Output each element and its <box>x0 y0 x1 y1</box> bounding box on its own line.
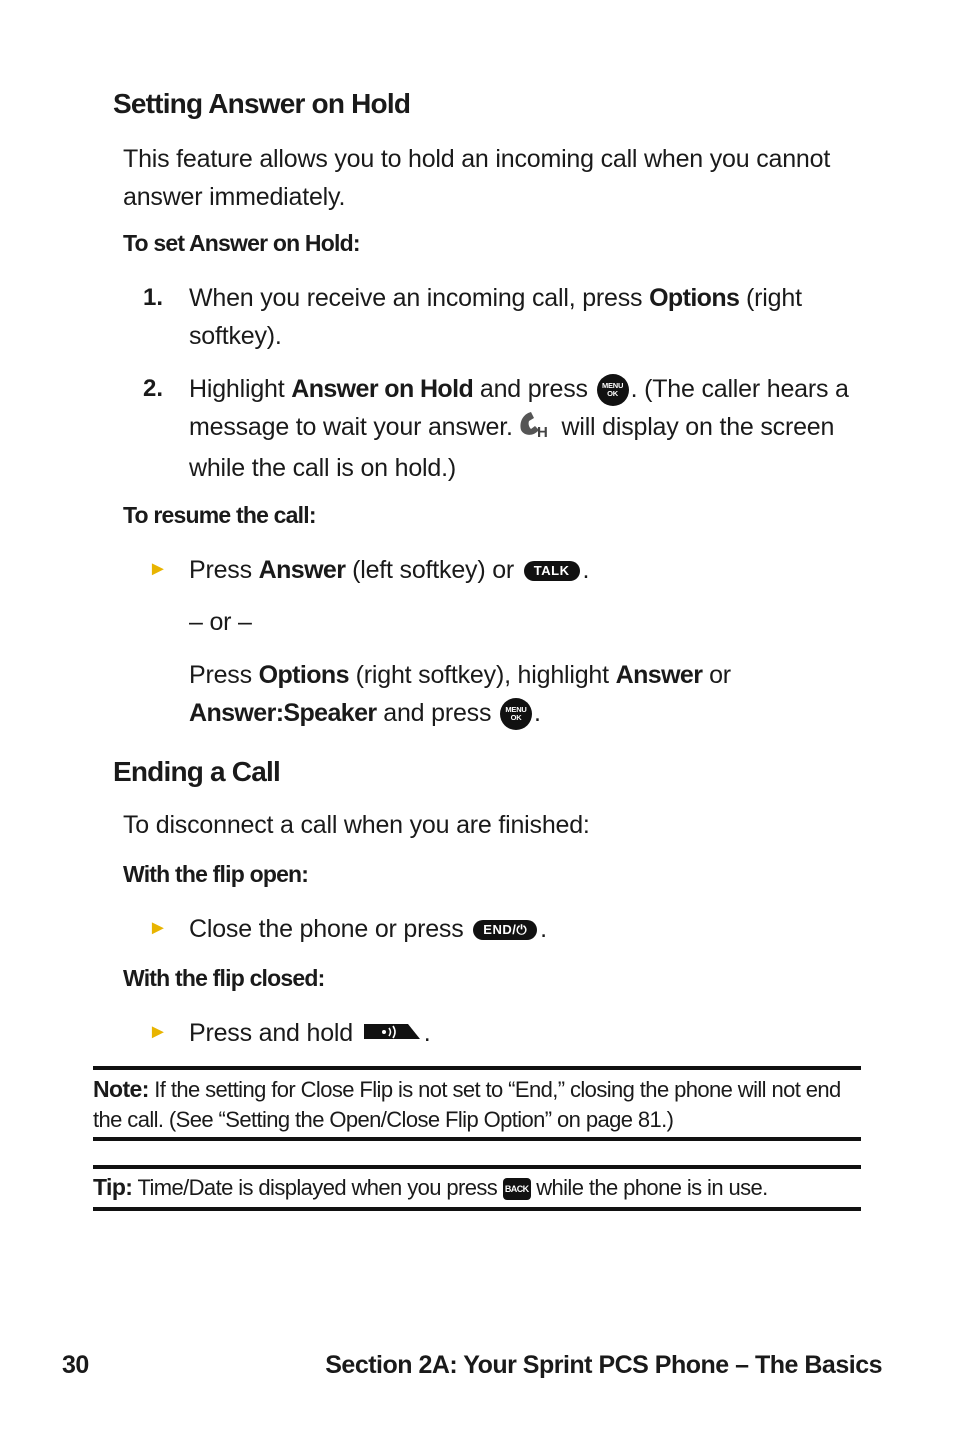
step-number: 1. <box>143 284 164 311</box>
menu-ok-key-icon: MENU OK <box>597 374 629 406</box>
flip-open-step-text: Close the phone or press END/⏻ . <box>189 915 547 943</box>
bullet-arrow-icon: ► <box>148 558 168 580</box>
tip-box: Tip: Time/Date is displayed when you press BACK while the phone is in use. <box>93 1174 768 1200</box>
step-number: 2. <box>143 375 164 402</box>
resume-step-2-text: Press Options (right softkey), highlight Answer or Answer:Speaker and press MENU OK . <box>189 656 861 732</box>
subheading-flip-open: With the flip open: <box>123 861 309 887</box>
note-box: Note: If the setting for Close Flip is not set to “End,” closing the phone will not end the call. (See “Setting the Open/Close Flip Option” on page 81.) <box>93 1076 841 1132</box>
talk-key-icon: TALK <box>524 561 580 581</box>
tip-top-rule <box>93 1165 861 1169</box>
subheading-flip-closed: With the flip closed: <box>123 965 325 991</box>
menu-ok-key-icon: MENU OK <box>500 698 532 730</box>
end-power-key-icon: END/⏻ <box>473 920 537 940</box>
tip-bottom-rule <box>93 1207 861 1211</box>
or-separator: – or – <box>189 608 252 636</box>
section-heading-ending-call: Ending a Call <box>113 756 280 787</box>
side-speaker-key-icon <box>362 1015 422 1053</box>
answer-on-hold-intro: This feature allows you to hold an incoming call when you cannot answer immediately. <box>123 145 831 211</box>
note-bottom-rule <box>93 1137 861 1141</box>
back-key-icon: BACK <box>503 1178 531 1200</box>
bullet-arrow-icon: ► <box>148 1021 168 1043</box>
svg-text:H: H <box>536 424 548 438</box>
subheading-set-answer-on-hold: To set Answer on Hold: <box>123 230 360 256</box>
ending-call-intro: To disconnect a call when you are finished: <box>123 811 590 839</box>
section-heading-answer-on-hold: Setting Answer on Hold <box>113 88 411 119</box>
section-footer-title: Section 2A: Your Sprint PCS Phone – The Basics <box>325 1351 882 1379</box>
page-number: 30 <box>62 1351 89 1379</box>
step-1-text: When you receive an incoming call, press Options (right softkey). <box>189 284 802 350</box>
step-2-text: Highlight Answer on Hold and press MENU OK . (The caller hears a message to wait your answer. H will display on the screen while the call is on hold.) <box>189 375 849 482</box>
call-hold-icon <box>517 408 551 449</box>
subheading-resume-call: To resume the call: <box>123 502 316 528</box>
flip-closed-step-text: Press and hold . <box>189 1014 861 1053</box>
resume-step-1-text: Press Answer (left softkey) or TALK . <box>189 556 590 584</box>
bullet-arrow-icon: ► <box>148 917 168 939</box>
note-top-rule <box>93 1066 861 1070</box>
